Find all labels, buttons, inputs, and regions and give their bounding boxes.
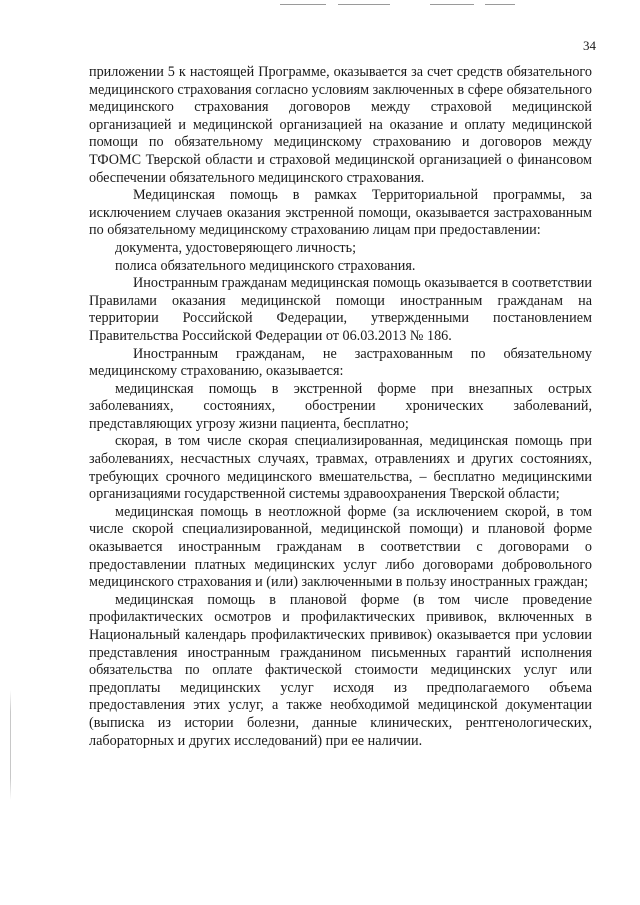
paragraph-uninsured-foreigners: Иностранным гражданам, не застрахованным по обязательному медицинскому страхованию, оказывается: — [89, 345, 592, 380]
list-item-urgent-planned-care: медицинская помощь в неотложной форме (за исключением скорой, в том числе скорой специализированной, медицинской помощи) и плановой форме оказывается иностранным гражданам в соответствии с договорами о предоставлении платных медицинских услуг либо договорами добровольного медицинского страхования и (или) заключенными в пользу иностранных граждан; — [89, 503, 592, 591]
scan-edge-shadow — [10, 690, 11, 800]
document-body — [89, 64, 592, 750]
list-item-identity-document: документа, удостоверяющего личность; — [115, 239, 357, 256]
list-item-emergency-care: медицинская помощь в экстренной форме при внезапных острых заболеваниях, состояниях, обострении хронических заболеваний, представляющих угрозу жизни пациента, бесплатно; — [89, 380, 592, 432]
list-item-ambulance-care: скорая, в том числе скорая специализированная, медицинская помощь при заболеваниях, несчастных случаях, травмах, отравлениях и других состояниях, требующих срочного медицинского вмешательства, – бесплатно медицинскими организациями государственной системы здравоохранения Тверской области; — [89, 433, 592, 503]
list-item-planned-care: медицинская помощь в плановой форме (в том числе проведение профилактических осмотров и профилактических прививок, включенных в Национальный календарь профилактических прививок) оказывается при условии представления иностранным гражданином письменных гарантий исполнения обязательства по оплате фактической стоимости медицинских услуг или предоплаты медицинских услуг исходя из предполагаемого объема предоставления этих услуг, а также необходимой медицинской документации (выписка из истории болезни, данные клинических, рентгенологических, лабораторных и других исследований) при ее наличии. — [89, 591, 592, 749]
list-item-insurance-policy: полиса обязательного медицинского страхования. — [115, 257, 416, 274]
paragraph-foreign-citizens: Иностранным гражданам медицинская помощь оказывается в соответствии Правилами оказания медицинской помощи иностранным гражданам на территории Российской Федерации, утвержденными постановлением Правительства Российской Федерации от 06.03.2013 № 186. — [89, 275, 592, 344]
scan-artifact-marks — [280, 4, 520, 6]
paragraph-continuation: приложении 5 к настоящей Программе, оказывается за счет средств обязательного медицинского страхования согласно условиям заключенных в сфере обязательного медицинского страхования договоров между страховой медицинской организацией и медицинской организацией на оказание и оплату медицинской помощи по обязательному медицинскому страхованию и договоров между ТФОМС Тверской области и страховой медицинской организацией о финансовом обеспечении обязательного медицинского страхования. — [89, 64, 592, 186]
paragraph-medical-care-scope: Медицинская помощь в рамках Территориальной программы, за исключением случаев оказания экстренной помощи, оказывается застрахованным по обязательному медицинскому страхованию лицам при предоставлении: — [89, 187, 592, 239]
page-number: 34 — [583, 38, 596, 53]
